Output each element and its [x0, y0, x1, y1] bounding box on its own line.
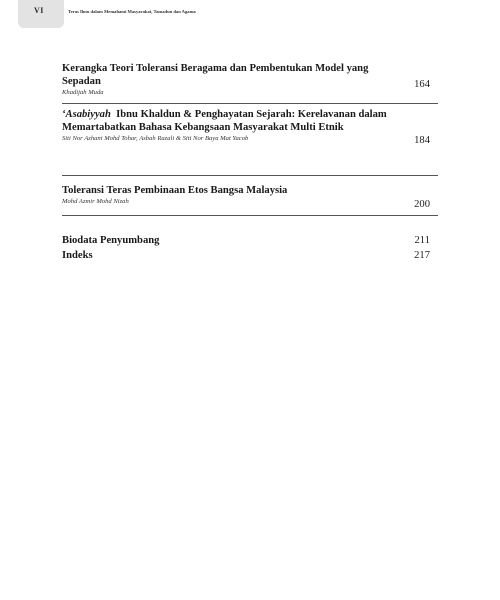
toc-entry-author: Siti Nor Azhani Mohd Tohar, Asbah Razali & Siti Nor Baya Mat Yacob: [62, 135, 249, 142]
toc-entry-index[interactable]: [62, 248, 438, 263]
toc-entry-contributors[interactable]: [62, 233, 438, 248]
toc-entry-author: Mohd Azmir Mohd Nizah: [62, 198, 129, 205]
page-header: [0, 0, 500, 30]
toc-entry-page: 184: [414, 135, 430, 146]
page-number: VI: [34, 6, 44, 15]
table-of-contents: [62, 58, 438, 263]
toc-entry-title: Toleransi Teras Pembinaan Etos Bangsa Malaysia: [62, 185, 288, 196]
toc-entry-title-rest: Ibnu Khaldun & Penghayatan Sejarah: Kerelavanan dalam Memartabatkan Bahasa Kebangsaan Masyarakat Multi Etnik: [62, 109, 387, 133]
toc-entry-author: Khadijah Muda: [62, 89, 104, 96]
toc-entry-title: Biodata Penyumbang: [62, 235, 160, 246]
toc-entry-title: Indeks: [62, 250, 93, 261]
toc-entry-title-italic: ‘Asabiyyah: [62, 109, 111, 120]
toc-entry-page: 200: [414, 199, 430, 210]
running-head: Teras Ilmu dalam Memahami Masyarakat, Tamadun dan Agama: [68, 9, 196, 14]
toc-entry-page: 211: [414, 235, 430, 246]
toc-entry-title: Kerangka Teori Toleransi Beragama dan Pembentukan Model yang Sepadan: [62, 63, 369, 87]
toc-entry-page: 164: [414, 79, 430, 90]
toc-entry[interactable]: [62, 176, 438, 216]
toc-entry[interactable]: [62, 58, 438, 104]
toc-entry[interactable]: [62, 104, 438, 176]
toc-entry-page: 217: [414, 250, 430, 261]
toc-entry-title: [62, 108, 388, 134]
